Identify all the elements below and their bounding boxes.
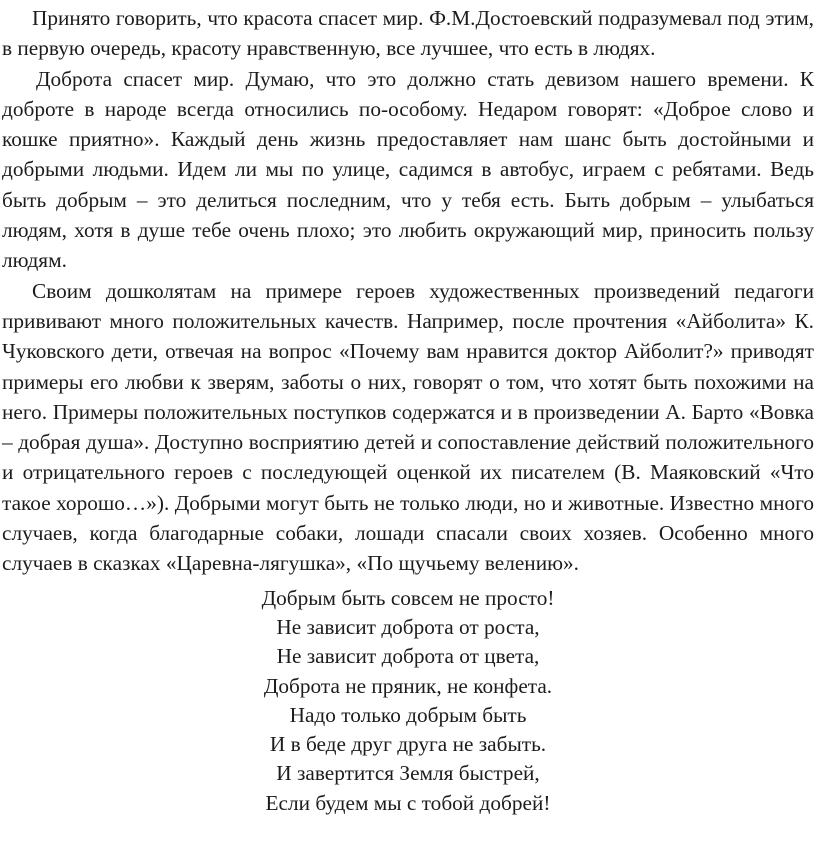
poem xyxy=(2,584,814,818)
paragraph-beauty: Принято говорить, что красота спасет мир. Ф.М.Достоевский подразумевал под этим, в первую очередь, красоту нравственную, все лучшее, что есть в людях. xyxy=(2,6,814,61)
poem-line: Добрым быть совсем не просто! xyxy=(261,585,555,610)
poem-line: Не зависит доброта от цвета, xyxy=(276,644,540,669)
poem-line: И завертится Земля быстрей, xyxy=(276,761,540,786)
poem-line: Надо только добрым быть xyxy=(289,702,527,727)
poem-line: Если будем мы с тобой добрей! xyxy=(265,790,551,815)
poem-line: Не зависит доброта от роста, xyxy=(276,614,540,639)
poem-line: Доброта не пряник, не конфета. xyxy=(263,673,553,698)
poem-line: И в беде друг друга не забыть. xyxy=(269,732,547,757)
paragraph-kindness: Доброта спасет мир. Думаю, что это должно стать девизом нашего времени. К доброте в народе всегда относились по-особому. Недаром говорят: «Доброе слово и кошке приятно». Каждый день жизнь предоставляет нам шанс быть достойными и добрыми людьми. Идем ли мы по улице, садимся в автобус, играем с ребятами. Ведь быть добрым – это делиться последним, что у тебя есть. Быть добрым – улыбаться людям, хотя в душе тебе очень плохо; это любить окружающий мир, приносить пользу людям. xyxy=(2,66,814,273)
paragraph-preschool: Своим дошколятам на примере героев художественных произведений педагоги прививают много положительных качеств. Например, после прочтения «Айболита» К. Чуковского дети, отвечая на вопрос «Почему вам нравится доктор Айболит?» приводят примеры его любви к зверям, заботы о них, говорят о том, что хотят быть похожими на него. Примеры положительных поступков содержатся и в произведении А. Барто «Вовка – добрая душа». Доступно восприятию детей и сопоставление действий положительного и отрицательного героев с последующей оценкой их писателем (В. Маяковский «Что такое хорошо…»). Добрыми могут быть не только люди, но и животные. Известно много случаев, когда благодарные собаки, лошади спасали своих хозяев. Особенно много случаев в сказках «Царевна-лягушка», «По щучьему велению». xyxy=(2,278,814,576)
